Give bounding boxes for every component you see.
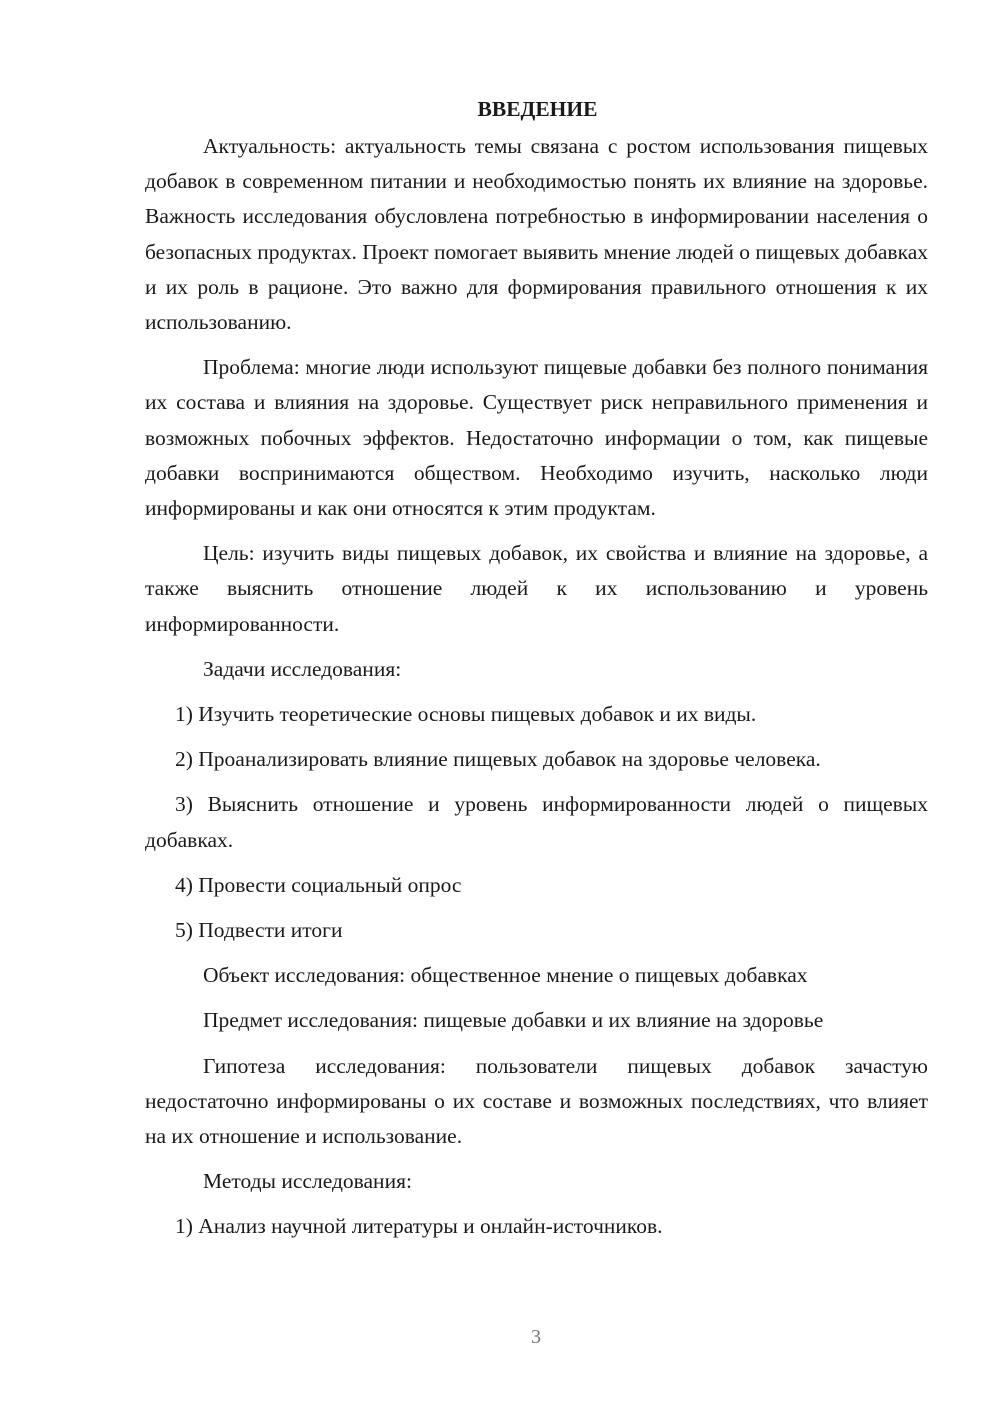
task-item-2: 2) Проанализировать влияние пищевых добавок на здоровье человека. [175,747,821,772]
page-number: 3 [531,1326,541,1348]
task-item-5: 5) Подвести итоги [175,918,343,943]
hypothesis-paragraph: Гипотеза исследования: пользователи пищевых добавок зачастую недостаточно информированы о их составе и возможных последствиях, что влияет на их отношение и использование. [145,1053,928,1149]
relevance-paragraph: Актуальность: актуальность темы связана с ростом использования пищевых добавок в современном питании и необходимостью понять их влияние на здоровье. Важность исследования обусловлена потребностью в информировании населения о безопасных продуктах. Проект помогает выявить мнение людей о пищевых добавках и их роль в рационе. Это важно для формирования правильного отношения к их использованию. [145,134,928,335]
object-paragraph: Объект исследования: общественное мнение о пищевых добавках [203,963,808,988]
goal-paragraph: Цель: изучить виды пищевых добавок, их свойства и влияние на здоровье, а также выяснить отношение людей к их использованию и уровень информированности. [145,541,928,636]
task-item-4: 4) Провести социальный опрос [175,872,462,897]
document-page [145,92,928,1255]
methods-heading: Методы исследования: [203,1169,412,1194]
tasks-heading: Задачи исследования: [203,656,402,681]
method-item-1: 1) Анализ научной литературы и онлайн-источников. [175,1214,663,1239]
subject-paragraph: Предмет исследования: пищевые добавки и их влияние на здоровье [203,1008,824,1033]
section-title: ВВЕДЕНИЕ [477,97,598,121]
task-item-3: 3) Выяснить отношение и уровень информированности людей о пищевых добавках. [145,792,928,852]
problem-paragraph: Проблема: многие люди используют пищевые добавки без полного понимания их состава и влияния на здоровье. Существует риск неправильного применения и возможных побочных эффектов. Недостаточно информации о том, как пищевые добавки воспринимаются обществом. Необходимо изучить, насколько люди информированы и как они относятся к этим продуктам. [145,355,928,521]
task-item-1: 1) Изучить теоретические основы пищевых добавок и их виды. [175,702,757,727]
